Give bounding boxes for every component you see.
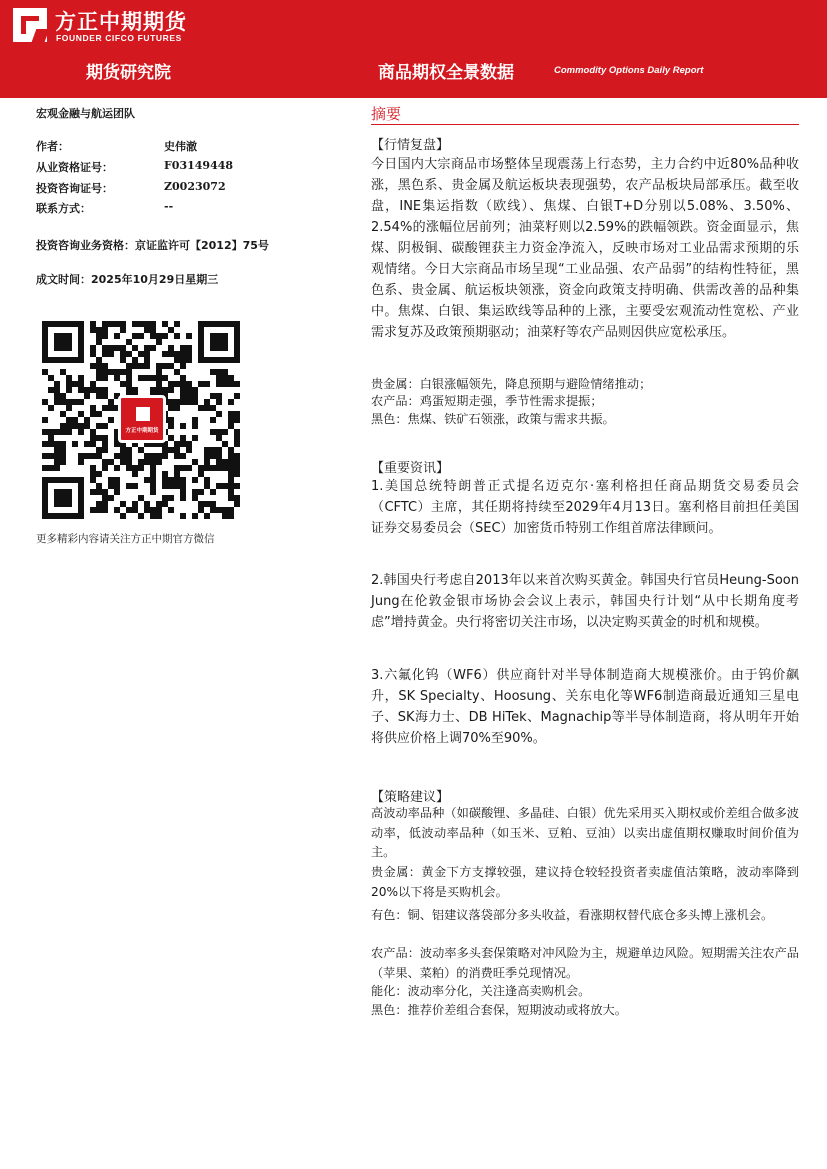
market-review-line: 贵金属：白银涨幅领先，降息预期与避险情绪推动； [371,377,652,391]
qualification-label: 从业资格证号： [36,161,113,174]
author-value: 史伟澈 [164,140,197,153]
qr-badge-text: 方正中期期货 [125,428,159,434]
report-title: 商品期权全景数据 [378,63,514,83]
strategy-item: 能化：波动率分化，关注逢高卖购机会。 [371,984,591,998]
market-review-heading: 【行情复盘】 [371,138,450,153]
brand-name-en: FOUNDER CIFCO FUTURES [56,33,182,43]
market-review-body: 今日国内大宗商品市场整体呈现震荡上行态势，主力合约中近80%品种收涨，黑色系、贵金属及航运板块表现强势，农产品板块局部承压。截至收盘，INE集运指数（欧线）、焦煤、白银T+D分别以5.08%、3.50%、2.54%的涨幅位居前列；油菜籽则以2.59%的跌幅领跌。资金面显示，焦煤、阴极铜、碳酸锂获主力资金净流入，反映市场对工业品需求预期的乐观情绪。今日大宗商品市场呈现“工业品强、农产品弱”的结构性特征，黑色系、贵金属、航运板块领涨，资金向政策支持明确、供需改善的品种集中。焦煤、白银、集运欧线等品种的上涨，主要受宏观流动性宽松、产业需求复苏及政策预期驱动；油菜籽等农产品则因供应宽松承压。 [371,157,799,340]
news-item: 3.六氟化钨（WF6）供应商针对半导体制造商大规模涨价。由于钨价飙升，SK Specialty、Hoosung、关东电化等WF6制造商最近通知三星电子、SK海力士、DB HiTek、Magnachip等半导体制造商，将从明年开始将供应价格上调70%至90%。 [371,668,799,746]
qr-caption: 更多精彩内容请关注方正中期官方微信 [36,533,215,545]
logo-mark-icon [136,407,150,421]
strategy-item: 贵金属：黄金下方支撑较强，建议持仓较轻投资者卖虚值沽策略，波动率降到20%以下将是买购机会。 [371,865,799,899]
consulting-cert-value: Z0023072 [164,180,226,193]
founder-logo-icon [13,8,47,42]
summary-title: 摘要 [371,105,402,123]
strategy-item: 农产品：波动率多头套保策略对冲风险为主，规避单边风险。短期需关注农产品（苹果、菜粕）的消费旺季兑现情况。 [371,946,799,980]
wechat-qr-code[interactable] [42,321,240,519]
report-header [0,0,827,98]
news-heading: 【重要资讯】 [371,461,450,476]
news-item: 1.美国总统特朗普正式提名迈克尔·塞利格担任商品期货交易委员会（CFTC）主席，其任期将持续至2029年4月13日。塞利格目前担任美国证券交易委员会（SEC）加密货币特别工作组首席法律顾问。 [371,479,799,536]
market-review-line: 农产品：鸡蛋短期走强，季节性需求提振； [371,394,603,408]
strategy-item: 黑色：推荐价差组合套保，短期波动或将放大。 [371,1003,627,1017]
author-label: 作者： [36,140,69,153]
consulting-cert-label: 投资咨询证号： [36,182,113,195]
team-name: 宏观金融与航运团队 [36,107,135,120]
contact-label: 联系方式： [36,202,91,215]
publish-date: 成文时间：2025年10月29日星期三 [36,273,219,286]
market-review-line: 黑色：焦煤、铁矿石领涨，政策与需求共振。 [371,412,615,426]
qualification-value: F03149448 [164,159,234,172]
qr-center-logo [118,395,166,443]
strategy-item: 高波动率品种（如碳酸锂、多晶硅、白银）优先采用买入期权或价差组合做多波动率，低波动率品种（如玉米、豆粕、豆油）以卖出虚值期权赚取时间价值为主。 [371,806,799,859]
brand-name-cn: 方正中期期货 [55,10,187,34]
report-title-en: Commodity Options Daily Report [554,65,704,76]
contact-value: -- [164,200,174,213]
summary-divider [371,124,799,125]
institute-name: 期货研究院 [86,63,171,83]
strategy-item: 有色：铜、铝建议落袋部分多头收益，看涨期权替代底仓多头博上涨机会。 [371,908,774,922]
strategy-heading: 【策略建议】 [371,790,450,805]
business-license: 投资咨询业务资格：京证监许可【2012】75号 [36,239,269,252]
news-item: 2.韩国央行考虑自2013年以来首次购买黄金。韩国央行官员Heung-Soon Jung在伦敦金银市场协会会议上表示，韩国央行计划“从中长期角度考虑”增持黄金。央行将密切关注市场，以决定购买黄金的时机和规模。 [371,573,799,630]
